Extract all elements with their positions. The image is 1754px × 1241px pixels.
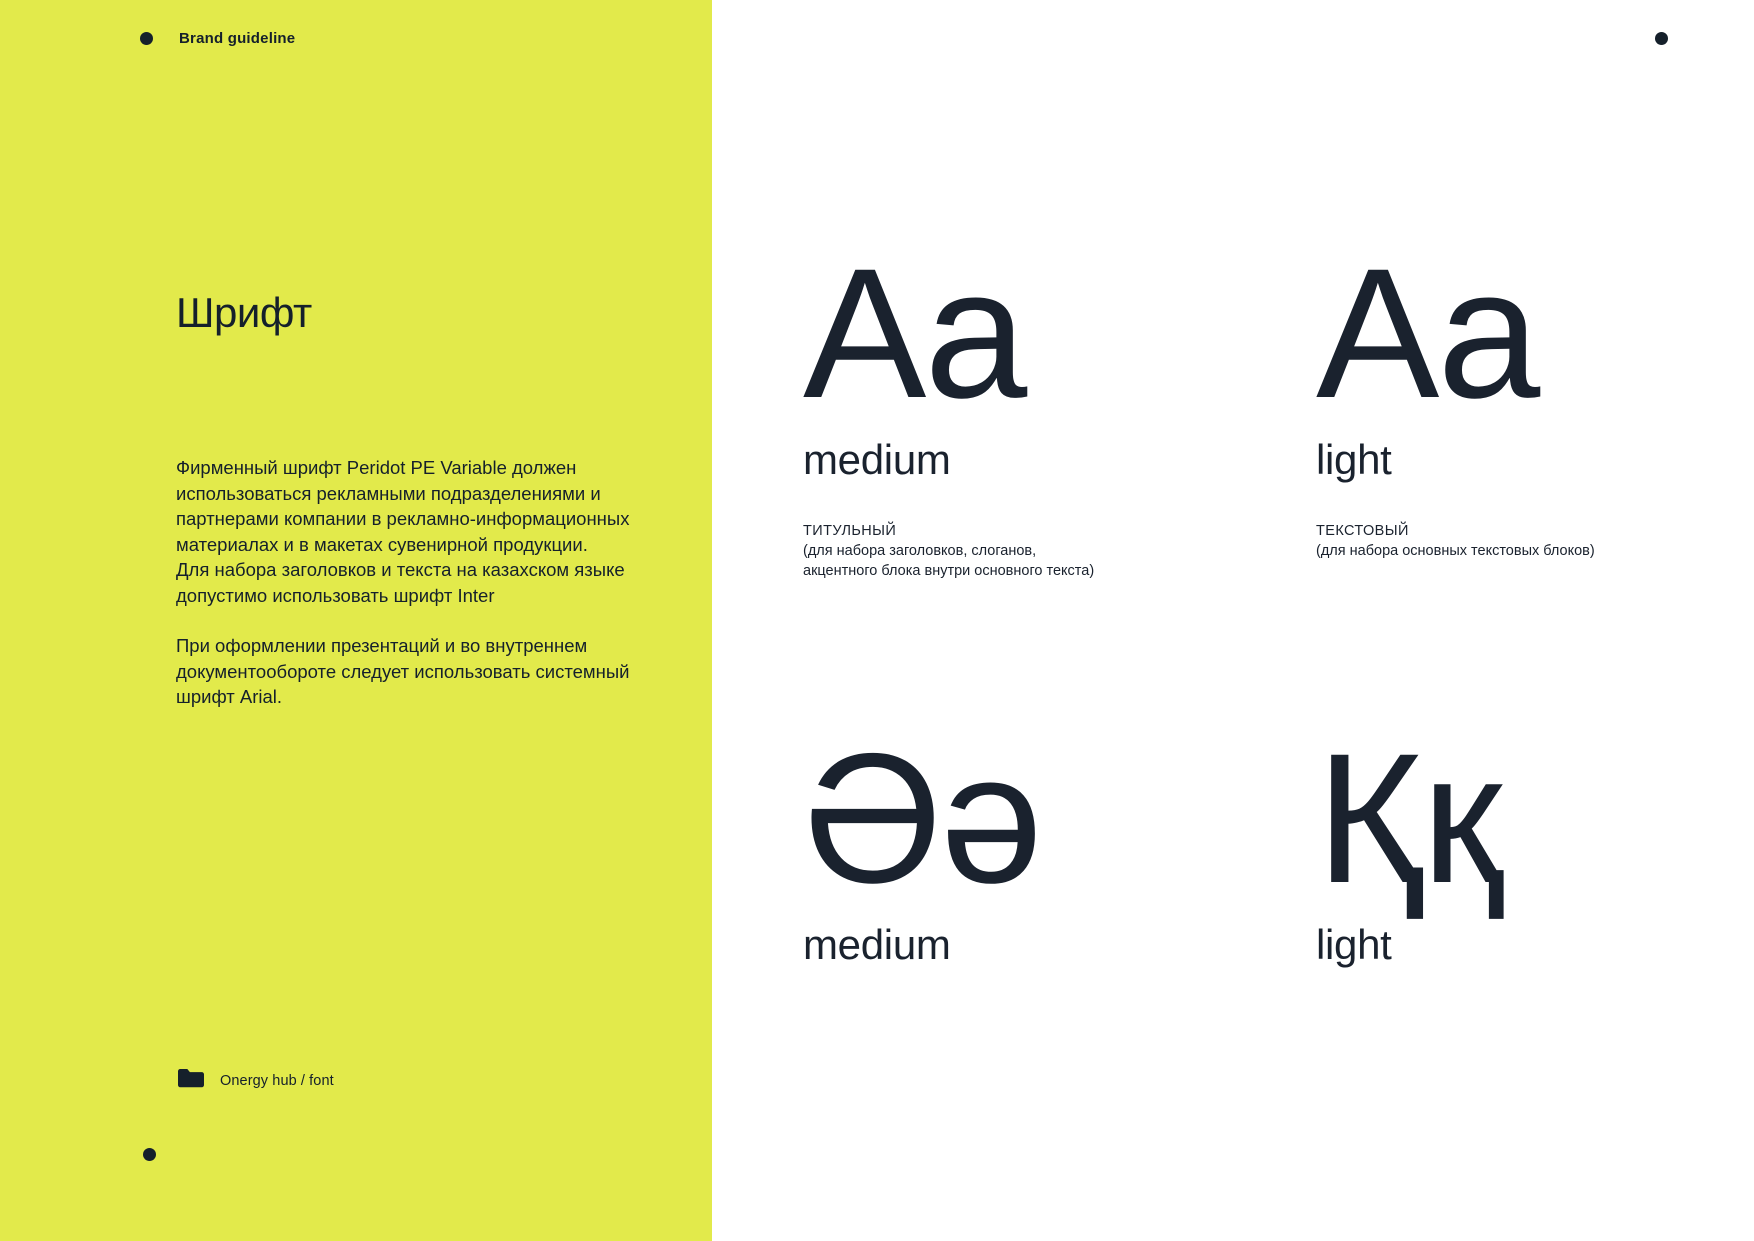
- body-paragraph-1: [176, 455, 668, 608]
- body-copy: [176, 455, 668, 710]
- specimen-cell-4: [1316, 716, 1501, 968]
- font-specimen-grid: [712, 0, 1754, 1241]
- usage-text: (для набора основных текстовых блоков): [1316, 543, 1595, 559]
- right-specimen-panel: [712, 0, 1754, 1241]
- weight-label: medium: [803, 921, 951, 968]
- weight-label: light: [1316, 921, 1392, 968]
- usage-note: [803, 521, 1103, 581]
- weight-label: light: [1316, 436, 1392, 483]
- usage-heading: ТЕКСТОВЫЙ: [1316, 523, 1409, 539]
- specimen-cell-2: [1316, 231, 1595, 561]
- brand-guideline-label: Brand guideline: [179, 30, 296, 47]
- usage-text: (для набора заголовков, слоганов, акцентного блока внутри основного текста): [803, 543, 1095, 579]
- folder-icon: [178, 1069, 204, 1093]
- glyph-sample: Aa: [803, 231, 1026, 437]
- left-yellow-panel: [0, 0, 712, 1241]
- glyph-sample: Әә: [803, 716, 1042, 922]
- specimen-cell-3: [803, 716, 1042, 968]
- glyph-sample: Aa: [1316, 231, 1539, 437]
- dot-icon: [140, 32, 153, 45]
- body-paragraph-1b: Для набора заголовков и текста на казахском языке допустимо использовать шрифт Inter: [176, 559, 625, 606]
- page-title: Шрифт: [176, 289, 312, 336]
- glyph-sample: Ққ: [1316, 716, 1501, 922]
- brand-guideline-row: [140, 30, 295, 47]
- footer-row: [178, 1069, 334, 1093]
- usage-heading: ТИТУЛЬНЫЙ: [803, 523, 897, 539]
- specimen-cell-1: [803, 231, 1103, 581]
- weight-label: medium: [803, 436, 951, 483]
- footer-label: Onergy hub / font: [220, 1073, 334, 1089]
- body-paragraph-1a: Фирменный шрифт Peridot PE Variable должен использоваться рекламными подразделениями и партнерами компании в рекламно-информационных материалах и в макетах сувенирной продукции.: [176, 457, 630, 555]
- dot-icon-bottom-left: [143, 1148, 156, 1161]
- usage-note: [1316, 521, 1595, 561]
- body-paragraph-2: При оформлении презентаций и во внутреннем документообороте следует использовать системный шрифт Arial.: [176, 635, 630, 707]
